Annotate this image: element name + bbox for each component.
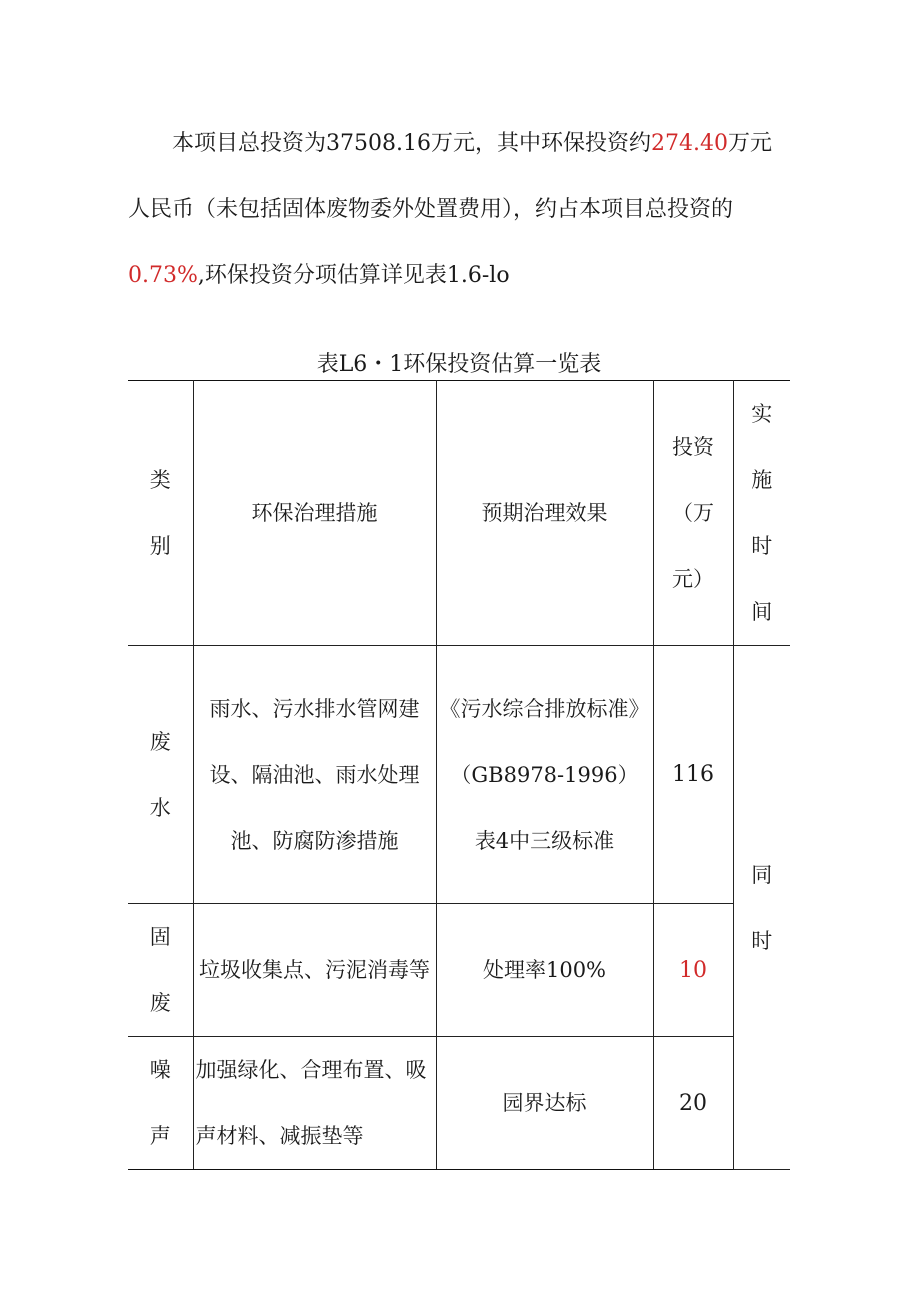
investment-table	[128, 380, 790, 1170]
row-investment-wastewater: 116	[653, 646, 733, 904]
header-measures: 环保治理措施	[193, 381, 436, 646]
header-category: 类别	[128, 381, 193, 646]
row-category-solid-waste: 固废	[128, 904, 193, 1037]
header-timing: 实施时间	[733, 381, 790, 646]
row-investment-noise: 20	[653, 1037, 733, 1170]
row-category-wastewater: 废水	[128, 646, 193, 904]
env-investment-value: 274.40	[650, 131, 728, 156]
table-caption: 表L6・1环保投资估算一览表	[316, 352, 602, 377]
investment-ratio-value: 0.73%	[128, 263, 198, 288]
table-row	[128, 646, 790, 904]
intro-paragraph	[128, 111, 793, 309]
row-measures-wastewater: 雨水、污水排水管网建设、隔油池、雨水处理池、防腐防渗措施	[193, 646, 436, 904]
intro-text-3: ,环保投资分项估算详见表1.6-lo	[197, 263, 510, 288]
table-header-row	[128, 381, 790, 646]
row-investment-solid-waste: 10	[653, 904, 733, 1037]
row-effect-noise: 园界达标	[436, 1037, 653, 1170]
row-effect-solid-waste: 处理率100%	[436, 904, 653, 1037]
table-row	[128, 904, 790, 1037]
intro-text-2: 万元人民币（未包括固体废物委外处置费用），约占本项目总投资的	[128, 131, 772, 222]
row-measures-solid-waste: 垃圾收集点、污泥消毒等	[193, 904, 436, 1037]
table-row	[128, 1037, 790, 1170]
row-effect-wastewater: 《污水综合排放标准》（GB8978-1996） 表4中三级标准	[436, 646, 653, 904]
header-investment: 投资（万元）	[653, 381, 733, 646]
row-category-noise: 噪声	[128, 1037, 193, 1170]
row-measures-noise: 加强绿化、合理布置、吸声材料、减振垫等	[193, 1037, 436, 1170]
intro-text-1: 本项目总投资为37508.16万元，其中环保投资约	[172, 131, 651, 156]
header-effect: 预期治理效果	[436, 381, 653, 646]
timing-cell: 同时	[733, 646, 790, 1170]
